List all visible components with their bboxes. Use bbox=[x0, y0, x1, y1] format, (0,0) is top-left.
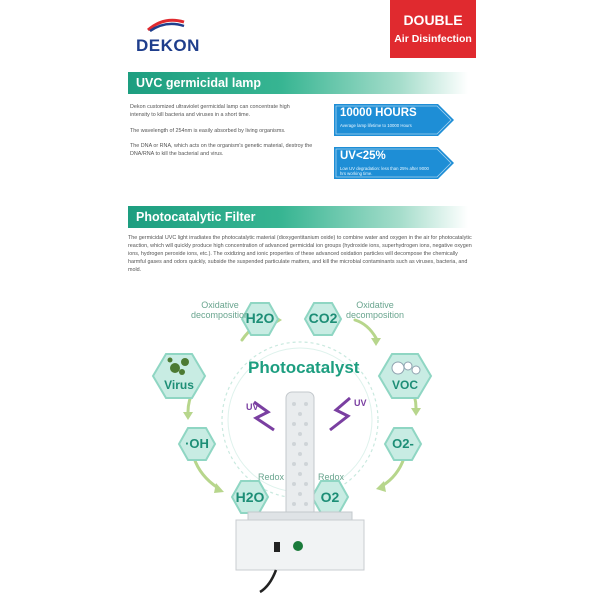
node-o2: O2 bbox=[320, 489, 340, 505]
callout-lifetime-sub: Average lamp lifetime to 10000 Hours bbox=[340, 123, 412, 128]
node-voc: VOC bbox=[391, 378, 418, 392]
brand-name: DEKON bbox=[136, 36, 200, 55]
label-uv-left: UV bbox=[246, 402, 259, 412]
dekon-logo bbox=[136, 18, 216, 58]
uvc-paragraph-1: Dekon customized ultraviolet germicidal lamp can concentrate high intensity to kill bacteria and viruses in a short time. bbox=[130, 104, 290, 118]
photocatalytic-paragraph: The germicidal UVC light irradiates the photocatalytic material (dioxygentitanium oxide) to combine water and oxygen in the air for photocatalytic reaction, which will quickly produce high concentration of advanced germicidal ion groups (hydroxide ions, superhydrogen ions, negative oxygen ions, hydrogen peroxide ions, etc.). The oxidizing and ionic properties of these advanced oxidation particles will decompose the chemically harmful gases and odors quickly, subside the suspended particulate matters, and kill the microbial contaminants such as viruses, bacteria, and mold. bbox=[128, 235, 472, 273]
label-oxidative-right: Oxidative decomposition bbox=[345, 300, 405, 320]
callout-lifetime bbox=[334, 104, 454, 136]
photocatalyst-title: Photocatalyst bbox=[248, 358, 360, 377]
photocatalyst-diagram bbox=[150, 290, 450, 600]
badge-line2: Air Disinfection bbox=[394, 33, 472, 45]
node-h2o-top: H2O bbox=[245, 310, 275, 326]
label-uv-right: UV bbox=[354, 398, 367, 408]
node-oh: ·OH bbox=[185, 436, 209, 451]
section-title-uvc: UVC germicidal lamp bbox=[128, 72, 468, 94]
node-o2-minus: O2- bbox=[392, 436, 414, 451]
callout-degradation-sub: Low UV degradation: less than 25% after 9000 hrs working time. bbox=[340, 166, 429, 176]
node-virus: Virus bbox=[164, 378, 194, 392]
node-co2: CO2 bbox=[308, 310, 338, 326]
callout-degradation-title: UV<25% bbox=[340, 150, 386, 162]
uvc-paragraph-3: The DNA or RNA, which acts on the organism's genetic material, destroy the DNA/RNA to kill the bacterial and virus. bbox=[130, 143, 313, 157]
uvc-paragraph-2: The wavelength of 254nm is easily absorbed by living organisms. bbox=[130, 128, 286, 134]
badge-line1: DOUBLE bbox=[403, 12, 463, 28]
double-disinfection-badge bbox=[390, 0, 476, 58]
label-oxidative-left: Oxidative decomposition bbox=[190, 300, 250, 320]
label-redox-right: Redox bbox=[317, 472, 344, 482]
node-h2o-bottom: H2O bbox=[235, 489, 265, 505]
label-redox-left: Redox bbox=[257, 472, 284, 482]
callout-lifetime-title: 10000 HOURS bbox=[340, 107, 417, 119]
callout-degradation bbox=[334, 147, 454, 179]
logo-swoosh-icon bbox=[146, 18, 186, 32]
section-title-photocatalytic: Photocatalytic Filter bbox=[128, 206, 468, 228]
